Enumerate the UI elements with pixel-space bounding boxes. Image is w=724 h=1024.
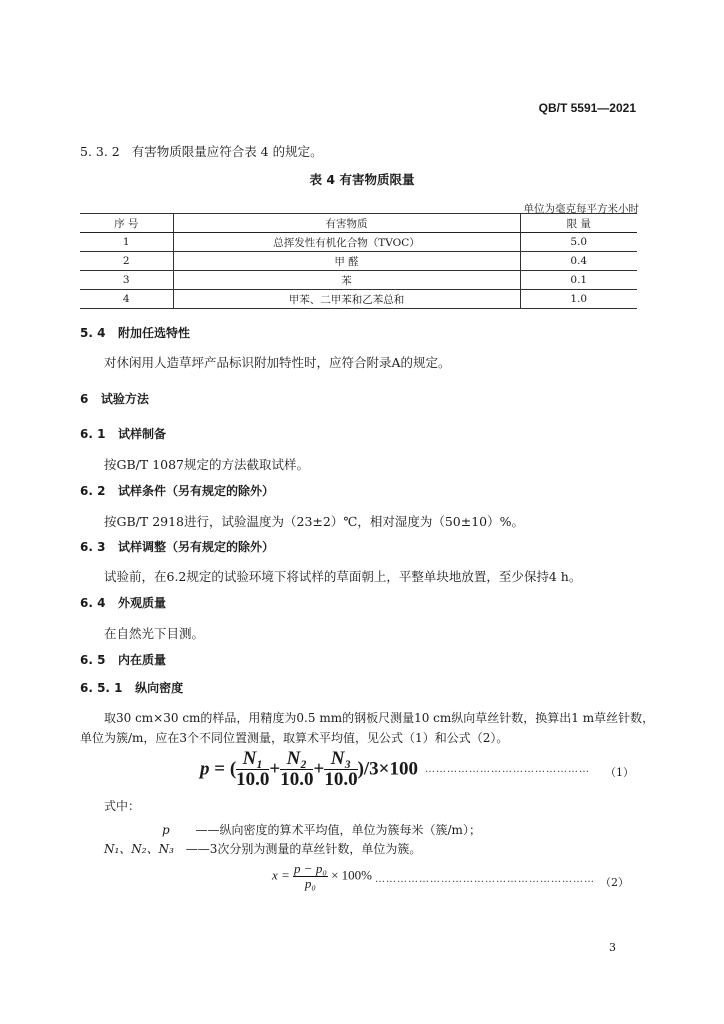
page-number: 3 [609,941,616,954]
clause-text: 有害物质限量应符合表 4 的规定。 [131,144,323,159]
section-6-3-text: 试验前，在6.2规定的试验环境下将试样的草面朝上，平整单块地放置，至少保持4 h。 [104,569,582,584]
table-cell: 总挥发性有机化合物（TVOC） [173,233,520,252]
numerator: p − p₀ [294,861,327,876]
table-cell: 1 [80,233,173,252]
section-heading-6-1 [80,425,166,442]
denominator: 10.0 [280,768,314,790]
table-cell: 3 [80,271,173,290]
where-item-1 [162,821,481,838]
where-item-2 [104,840,421,857]
formula-tail: )/3×100 [357,758,418,780]
table-cell: 5.0 [520,233,637,252]
table-cell: 0.4 [520,252,637,271]
column-header: 限 量 [520,214,637,233]
section-heading-6-5-1 [80,679,183,696]
table-cell: 1.0 [520,290,637,309]
section-number: 6. 4 [80,596,106,610]
section-title: 试样调整（另有规定的除外） [117,540,274,554]
hazardous-substance-table [80,213,637,309]
denominator: 10.0 [324,768,358,790]
formula-2 [272,862,372,891]
table-unit: 单位为毫克每平方米小时 [523,203,639,215]
numerator: N₁ [236,749,269,770]
standard-code: QB/T 5591—2021 [538,101,636,115]
section-6-1-text: 按GB/T 1087规定的方法截取试样。 [104,457,310,472]
numerator: N₃ [324,749,357,770]
table-cell: 4 [80,290,173,309]
formula-fraction [236,749,269,791]
section-title: 内在质量 [117,653,166,667]
section-6-2-text: 按GB/T 2918进行，试验温度为（23±2）℃，相对湿度为（50±10）%。 [104,514,524,529]
formula-lhs: x = [272,867,290,883]
section-6-4-text: 在自然光下目测。 [104,626,205,641]
section-5-4-text: 对休闲用人造草坪产品标识附加特性时，应符合附录A的规定。 [104,355,451,370]
leader-dots: …………………………………………………… [375,874,595,885]
formula-1 [200,749,418,791]
plus-sign: + [313,758,325,780]
section-heading-6-4 [80,594,166,611]
symbol: N₁、N₂、N₃ [104,842,174,856]
section-number: 6. 3 [80,540,106,554]
section-heading-6-5 [80,651,166,668]
section-number: 6 [80,392,89,406]
section-title: 试样条件（另有规定的除外） [117,484,274,498]
section-6-5-1-text-line2: 单位为簇/m，应在3个不同位置测量，取算术平均值，见公式（1）和公式（2）。 [80,731,509,745]
section-title: 试验方法 [100,392,149,406]
section-title: 附加任选特性 [117,326,190,340]
formula-lhs: p [200,758,210,780]
section-6-5-1-text-line1: 取30 cm×30 cm的样品，用精度为0.5 mm的钢板尺测量10 cm纵向草丝针数，换算出1 m草丝针数， [104,711,655,725]
section-number: 6. 5. 1 [80,681,123,695]
section-heading-6-3 [80,538,274,555]
clause-5-3-2 [80,142,323,160]
clause-number: 5. 3. 2 [80,144,120,159]
table-row [80,271,637,290]
table-row [80,233,637,252]
plus-sign: + [269,758,281,780]
section-number: 6. 5 [80,653,106,667]
denominator: 10.0 [236,768,270,790]
table-caption: 表 4 有害物质限量 [309,172,415,187]
where-label: 式中： [104,799,141,813]
table-row [80,290,637,309]
denominator: p₀ [304,875,316,891]
table-cell: 苯 [173,271,520,290]
symbol: p [162,823,170,837]
table-row [80,252,637,271]
formula-tail: × 100% [331,867,373,883]
section-number: 6. 1 [80,427,106,441]
section-title: 试样制备 [117,427,166,441]
leader-dots: ……………………………………… [425,764,590,775]
table-cell: 2 [80,252,173,271]
table-header-row [80,214,637,233]
formula-fraction [280,749,313,791]
description: ——纵向密度的算术平均值，单位为簇每米（簇/m）； [195,823,481,837]
formula-operator: = ( [214,758,237,780]
formula-fraction [324,749,357,791]
section-number: 5. 4 [80,326,106,340]
numerator: N₂ [280,749,313,770]
section-title: 外观质量 [117,596,166,610]
table-cell: 甲苯、二甲苯和乙苯总和 [173,290,520,309]
section-heading-5-4 [80,324,190,341]
section-number: 6. 2 [80,484,106,498]
formula-label: （2） [600,876,629,889]
formula-fraction [293,862,328,891]
table-cell: 0.1 [520,271,637,290]
description: ——3次分别为测量的草丝针数，单位为簇。 [185,842,422,856]
column-header: 有害物质 [173,214,520,233]
section-title: 纵向密度 [135,681,184,695]
table-cell: 甲 醛 [173,252,520,271]
formula-label: （1） [605,766,634,779]
column-header: 序 号 [80,214,173,233]
section-heading-6-2 [80,482,274,499]
section-heading-6 [80,390,149,407]
